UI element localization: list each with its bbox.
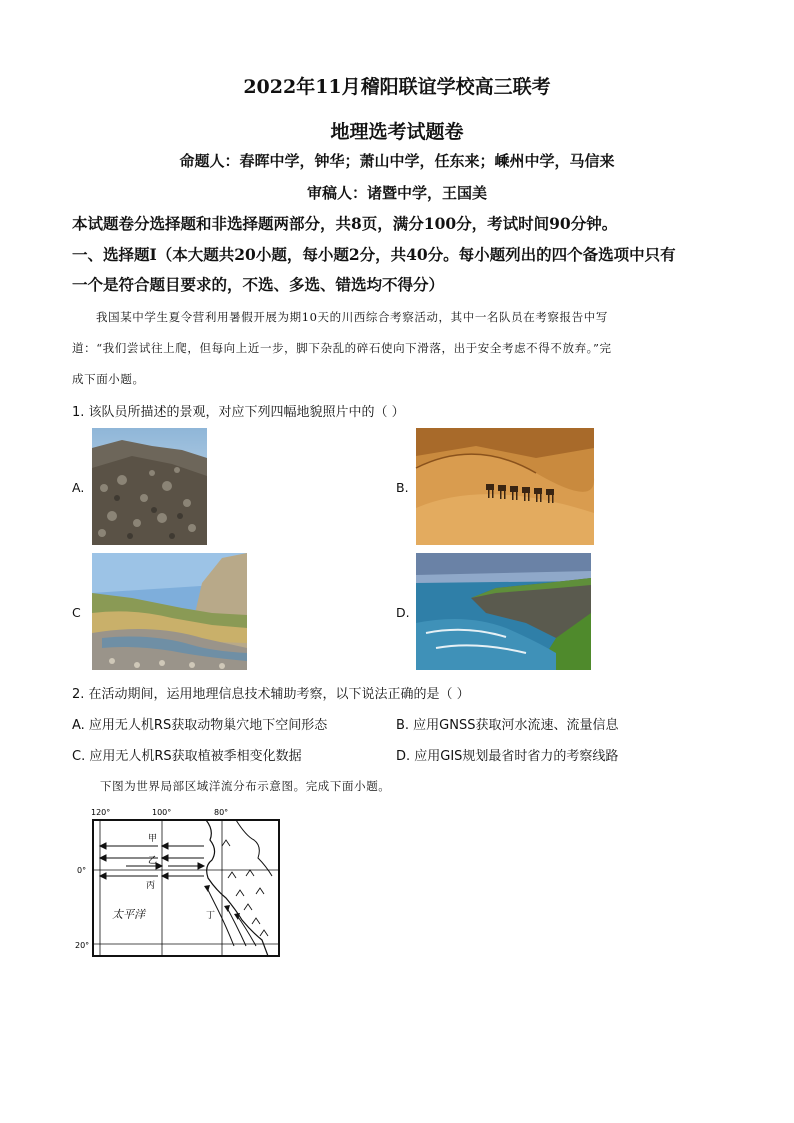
lon-label-120: 120° xyxy=(91,808,111,817)
photo-coastal-cliffs[interactable] xyxy=(416,553,591,670)
current-label-ding: 丁 xyxy=(206,911,216,921)
ocean-label-pacific: 太平洋 xyxy=(112,908,145,921)
ocean-current-map xyxy=(75,806,286,959)
section-heading-line1: 一、选择题Ⅰ（本大题共20小题，每小题2分，共40分。每小题列出的四个备选项中只有 xyxy=(72,245,676,264)
q2-option-b[interactable]: B. 应用GNSS获取河水流速、流量信息 xyxy=(396,718,619,733)
q1-label-d[interactable]: D. xyxy=(396,605,410,620)
exam-title: 2022年11月稽阳联谊学校高三联考 xyxy=(243,76,551,98)
q2-option-a[interactable]: A. 应用无人机RS获取动物巢穴地下空间形态 xyxy=(72,718,328,733)
passage1-line1: 我国某中学生夏令营利用暑假开展为期10天的川西综合考察活动，其中一名队员在考察报告中写 xyxy=(96,310,608,324)
section-heading-line2: 一个是符合题目要求的，不选、多选、错选均不得分） xyxy=(72,275,445,294)
current-label-bing: 丙 xyxy=(146,881,156,891)
current-label-jia: 甲 xyxy=(148,834,158,844)
passage1-line3: 成下面小题。 xyxy=(72,372,145,386)
lon-label-100: 100° xyxy=(152,808,172,817)
photo-river-valley[interactable] xyxy=(92,553,247,670)
q1-stem: 1. 该队员所描述的景观，对应下列四幅地貌照片中的（ ） xyxy=(72,405,405,420)
q1-label-a[interactable]: A. xyxy=(72,480,85,495)
intro-line: 本试题卷分选择题和非选择题两部分，共8页，满分100分，考试时间90分钟。 xyxy=(72,214,618,233)
current-label-yi: 乙 xyxy=(148,856,158,866)
photo-scree-slope[interactable] xyxy=(92,428,207,545)
authors-line: 命题人：春晖中学，钟华；萧山中学，任东来；嵊州中学，马信来 xyxy=(179,152,615,170)
photo-desert-dunes[interactable] xyxy=(416,428,594,545)
lat-label-0: 0° xyxy=(77,866,87,875)
reviewers-line: 审稿人：诸暨中学，王国美 xyxy=(306,184,487,202)
passage2-line: 下图为世界局部区域洋流分布示意图。完成下面小题。 xyxy=(100,779,391,793)
q1-label-b[interactable]: B. xyxy=(396,480,409,495)
q1-label-c[interactable]: C xyxy=(72,605,81,620)
passage1-line2: 道：“我们尝试往上爬，但每向上近一步，脚下杂乱的碎石使向下滑落，出于安全考虑不得不放弃。”完 xyxy=(72,341,612,355)
q2-option-c[interactable]: C. 应用无人机RS获取植被季相变化数据 xyxy=(72,749,302,764)
q2-stem: 2. 在活动期间，运用地理信息技术辅助考察，以下说法正确的是（ ） xyxy=(72,687,470,702)
exam-subtitle: 地理选考试题卷 xyxy=(330,121,464,143)
lon-label-80: 80° xyxy=(214,808,229,817)
q2-option-d[interactable]: D. 应用GIS规划最省时省力的考察线路 xyxy=(396,749,619,764)
lat-label-20: 20° xyxy=(75,941,90,950)
